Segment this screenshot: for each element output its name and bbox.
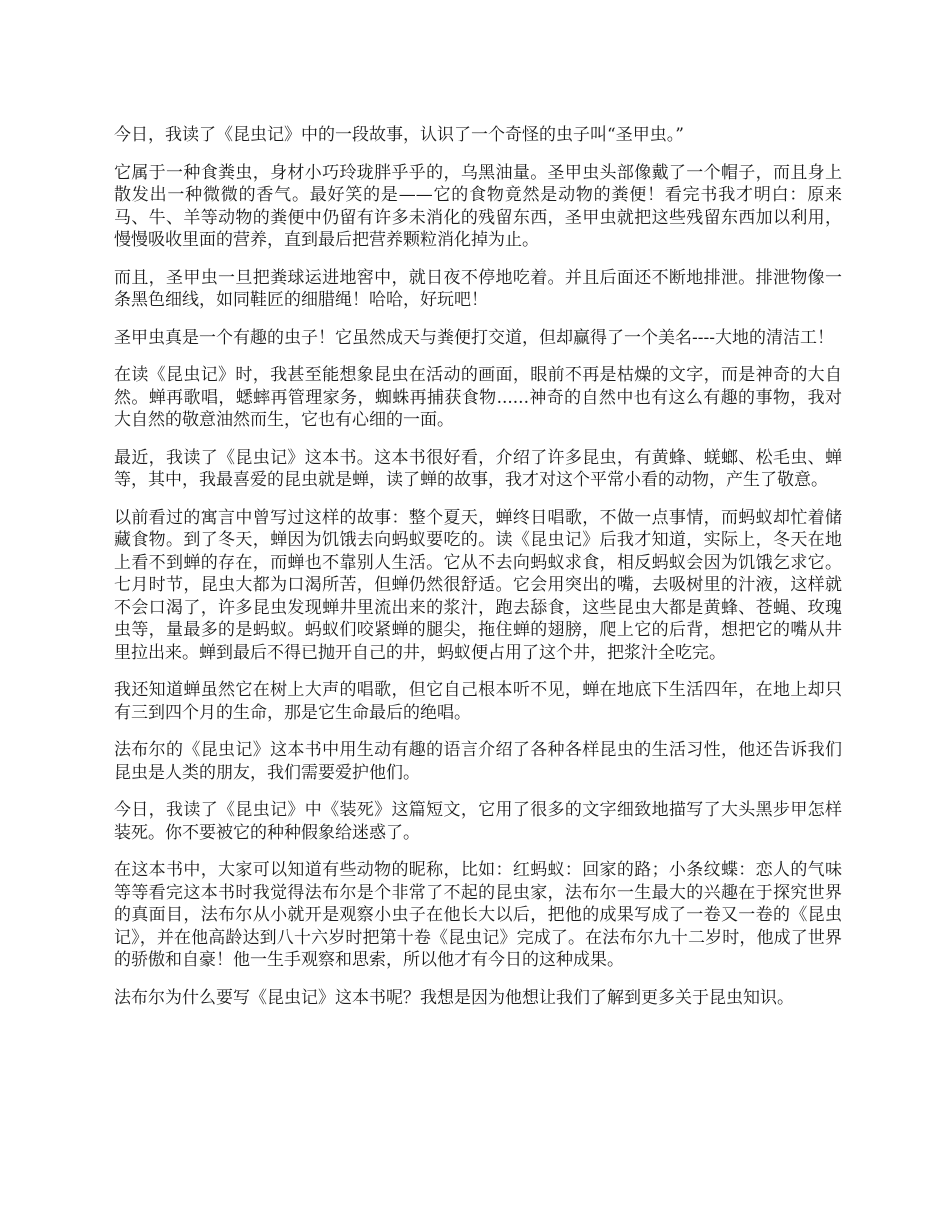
paragraph-4: 圣甲虫真是一个有趣的虫子！它虽然成天与粪便打交道，但却赢得了一个美名----大地的清洁工！ xyxy=(114,327,834,348)
paragraph-11: 在这本书中，大家可以知道有些动物的昵称，比如：红蚂蚁：回家的路；小条纹蝶：恋人的气味等等看完这本书时我觉得法布尔是个非常了不起的昆虫家，法布尔一生最大的兴趣在于探究世界的真面目，法布尔从小就开是观察小虫子在他长大以后，把他的成果写成了一卷又一卷的《昆虫记》，并在他高龄达到八十六岁时把第十卷《昆虫记》完成了。在法布尔九十二岁时，他成了世界的骄傲和自豪！他一生手观察和思索，所以他才有今日的这种成果。 xyxy=(114,860,842,970)
paragraph-2: 它属于一种食粪虫，身材小巧玲珑胖乎乎的，乌黑油量。圣甲虫头部像戴了一个帽子，而且身上散发出一种微微的香气。最好笑的是——它的食物竟然是动物的粪便！看完书我才明白：原来马、牛、羊等动物的粪便中仍留有许多未消化的残留东西，圣甲虫就把这些残留东西加以利用，慢慢吸收里面的营养，直到最后把营养颗粒消化掉为止。 xyxy=(114,162,842,250)
paragraph-7: 以前看过的寓言中曾写过这样的故事：整个夏天，蝉终日唱歌，不做一点事情，而蚂蚁却忙着储藏食物。到了冬天，蝉因为饥饿去向蚂蚁要吃的。读《昆虫记》后我才知道，实际上，冬天在地上看不到蝉的存在，而蝉也不靠别人生活。它从不去向蚂蚁求食，相反蚂蚁会因为饥饿乞求它。七月时节，昆虫大都为口渴所苦，但蝉仍然很舒适。它会用突出的嘴，去吸树里的汁液，这样就不会口渴了，许多昆虫发现蝉井里流出来的浆汁，跑去舔食，这些昆虫大都是黄蜂、苍蝇、玫瑰虫等，量最多的是蚂蚁。蚂蚁们咬紧蝉的腿尖，拖住蝉的翅膀，爬上它的后背，想把它的嘴从井里拉出来。蝉到最后不得已抛开自己的井，蚂蚁便占用了这个井，把浆汁全吃完。 xyxy=(114,507,842,663)
paragraph-1: 今日，我读了《昆虫记》中的一段故事，认识了一个奇怪的虫子叫“圣甲虫。” xyxy=(114,125,684,145)
paragraph-5: 在读《昆虫记》时，我甚至能想象昆虫在活动的画面，眼前不再是枯燥的文字，而是神奇的大自然。蝉再歌唱，蟋蟀再管理家务，蜘蛛再捕获食物......神奇的自然中也有这么有趣的事物，我对大自然的敬意油然而生，它也有心细的一面。 xyxy=(114,365,842,430)
paragraph-6: 最近，我读了《昆虫记》这本书。这本书很好看，介绍了许多昆虫，有黄蜂、蜣螂、松毛虫、蝉等，其中，我最喜爱的昆虫就是蝉，读了蝉的故事，我才对这个平常小看的动物，产生了敬意。 xyxy=(114,447,842,490)
paragraph-3: 而且，圣甲虫一旦把粪球运进地窖中，就日夜不停地吃着。并且后面还不断地排泄。排泄物像一条黑色细线，如同鞋匠的细腊绳！哈哈，好玩吧！ xyxy=(114,267,842,310)
paragraph-9: 法布尔的《昆虫记》这本书中用生动有趣的语言介绍了各种各样昆虫的生活习性，他还告诉我们昆虫是人类的朋友，我们需要爱护他们。 xyxy=(114,740,842,783)
paragraph-10: 今日，我读了《昆虫记》中《装死》这篇短文，它用了很多的文字细致地描写了大头黑步甲怎样装死。你不要被它的种种假象给迷惑了。 xyxy=(114,800,842,843)
paragraph-12: 法布尔为什么要写《昆虫记》这本书呢？我想是因为他想让我们了解到更多关于昆虫知识。 xyxy=(114,987,794,1008)
paragraph-8: 我还知道蝉虽然它在树上大声的唱歌，但它自己根本听不见，蝉在地底下生活四年，在地上却只有三到四个月的生命，那是它生命最后的绝唱。 xyxy=(114,680,842,723)
